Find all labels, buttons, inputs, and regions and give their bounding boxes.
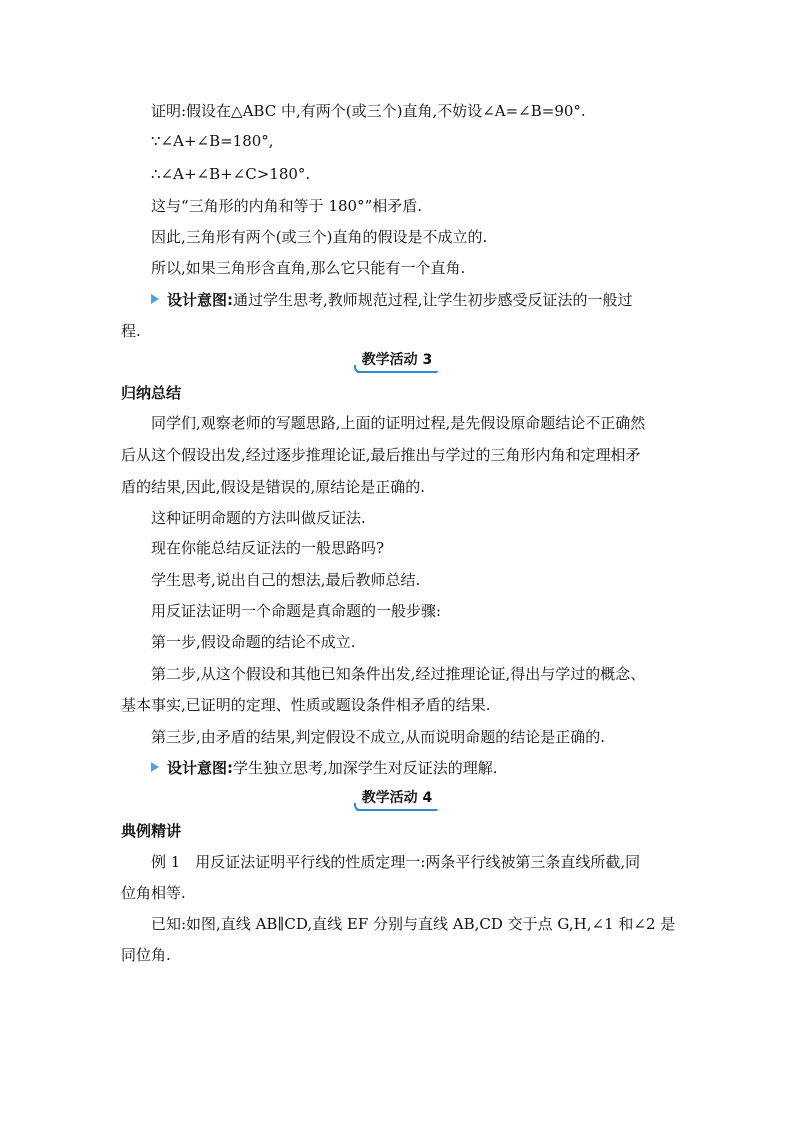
step-1: 第一步,假设命题的结论不成立. <box>151 633 356 651</box>
summary-heading: 归纳总结 <box>121 384 182 402</box>
step-2a: 第二步,从这个假设和其他已知条件出发,经过推理论证,得出与学过的概念、 <box>151 665 646 683</box>
proof-line-4: 这与“三角形的内角和等于 180°”相矛盾. <box>151 197 423 215</box>
activity-3-title: 教学活动 3 <box>358 350 437 373</box>
design-intent-label: 设计意图: <box>167 759 233 777</box>
triangle-bullet-icon <box>151 762 159 772</box>
example-1a: 例 1 用反证法证明平行线的性质定理一:两条平行线被第三条直线所截,同 <box>151 853 641 871</box>
proof-line-3: ∴∠A+∠B+∠C>180°. <box>151 165 311 183</box>
activity-4-banner <box>0 787 794 811</box>
summary-paragraph-1a: 同学们,观察老师的写题思路,上面的证明过程,是先假设原命题结论不正确然 <box>151 414 646 432</box>
triangle-bullet-icon <box>151 294 159 304</box>
summary-paragraph-5: 用反证法证明一个命题是真命题的一般步骤: <box>151 602 442 620</box>
proof-line-6: 所以,如果三角形含直角,那么它只能有一个直角. <box>151 259 466 277</box>
summary-paragraph-2: 这种证明命题的方法叫做反证法. <box>151 509 366 527</box>
summary-paragraph-1c: 盾的结果,因此,假设是错误的,原结论是正确的. <box>121 478 426 496</box>
known-a: 已知:如图,直线 AB∥CD,直线 EF 分别与直线 AB,CD 交于点 G,H,∠1 和∠2 是 <box>151 915 676 933</box>
step-3: 第三步,由矛盾的结果,判定假设不成立,从而说明命题的结论是正确的. <box>151 728 606 746</box>
activity-4-title: 教学活动 4 <box>358 788 437 811</box>
summary-paragraph-4: 学生思考,说出自己的想法,最后教师总结. <box>151 571 421 589</box>
proof-line-5: 因此,三角形有两个(或三个)直角的假设是不成立的. <box>151 228 488 246</box>
summary-paragraph-1b: 后从这个假设出发,经过逐步推理论证,最后推出与学过的三角形内角和定理相矛 <box>121 446 641 464</box>
proof-line-2: ∵∠A+∠B=180°, <box>151 132 274 150</box>
proof-line-1: 证明:假设在△ABC 中,有两个(或三个)直角,不妨设∠A=∠B=90°. <box>151 102 586 120</box>
example-1b: 位角相等. <box>121 884 186 902</box>
summary-paragraph-3: 现在你能总结反证法的一般思路吗? <box>151 539 385 557</box>
design-intent-text: 通过学生思考,教师规范过程,让学生初步感受反证法的一般过 <box>233 291 633 309</box>
activity-3-banner <box>0 349 794 373</box>
known-b: 同位角. <box>121 946 171 964</box>
design-intent-text: 学生独立思考,加深学生对反证法的理解. <box>233 759 498 777</box>
design-intent-1-cont: 程. <box>121 322 141 340</box>
design-intent-1 <box>151 290 633 310</box>
example-heading: 典例精讲 <box>121 822 182 840</box>
step-2b: 基本事实,已证明的定理、性质或题设条件相矛盾的结果. <box>121 696 491 714</box>
design-intent-label: 设计意图: <box>167 291 233 309</box>
design-intent-2 <box>151 758 498 778</box>
